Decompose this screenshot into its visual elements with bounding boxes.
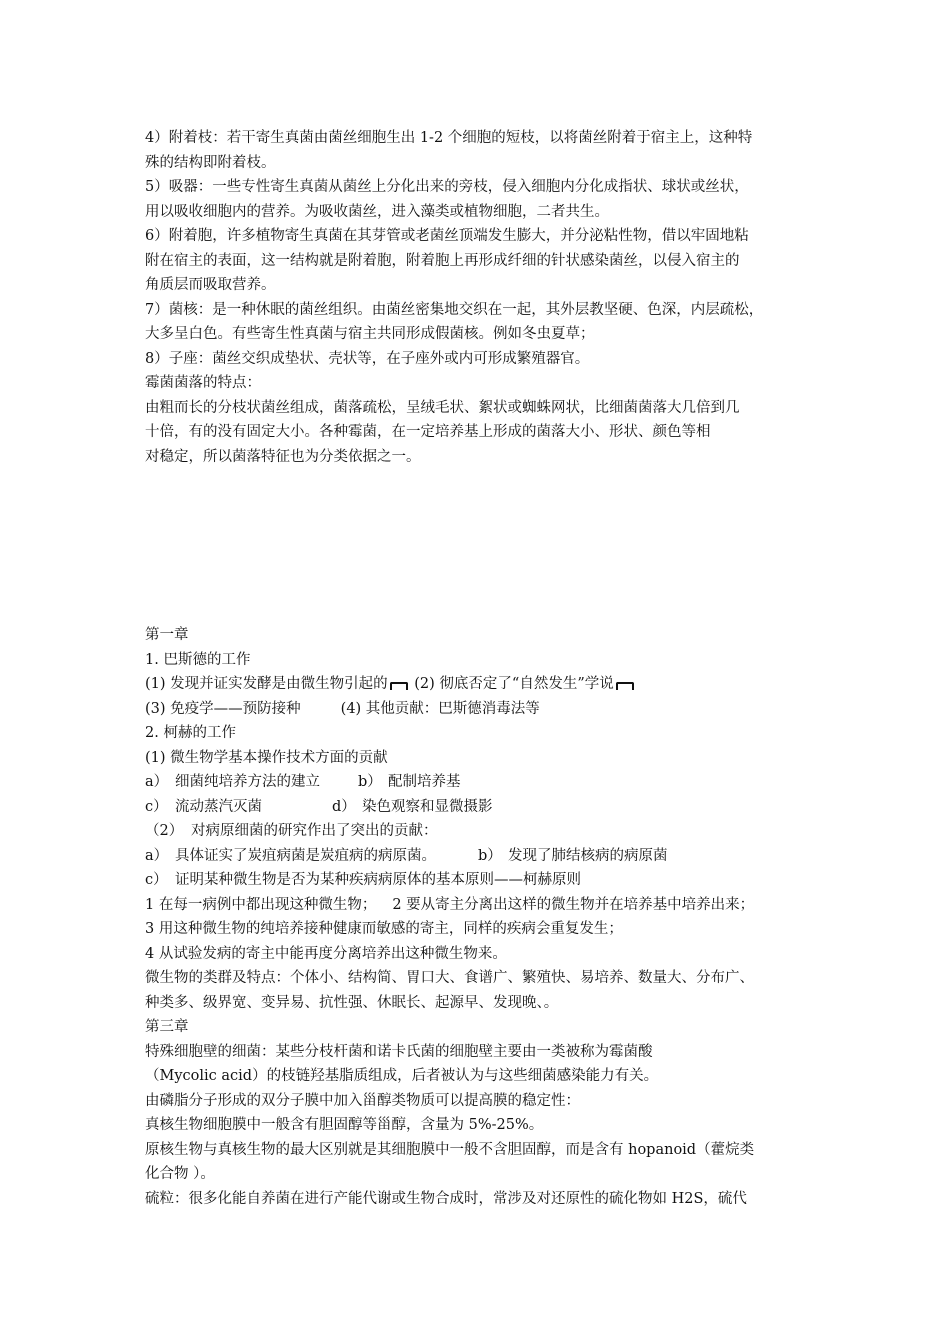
text-line: 化合物 ）。 — [145, 1166, 215, 1182]
text-line: 6）附着胞，许多植物寄生真菌在其芽管或老菌丝顶端发生膨大，并分泌粘性物，借以牢固地粘 — [145, 228, 749, 244]
text-line: 殊的结构即附着枝。 — [145, 154, 276, 171]
koch-item-d: 染色观察和显微摄影 — [362, 798, 493, 815]
text-line: 由磷脂分子形成的双分子膜中加入甾醇类物质可以提高膜的稳定性： — [145, 1092, 580, 1109]
text-line: 真核生物细胞膜中一般含有胆固醇等甾醇，含量为 5%-25%。 — [145, 1117, 544, 1133]
koch-techniques-row — [145, 795, 825, 820]
chapter-heading: 第一章 — [145, 627, 189, 643]
list-label: a） — [145, 774, 169, 790]
text-line: 由粗而长的分枝状菌丝组成，菌落疏松，呈绒毛状、絮状或蜘蛛网状，比细菌菌落大几倍到几 — [145, 399, 740, 416]
chapter-heading: 第三章 — [145, 1019, 189, 1035]
koch-techniques-row — [145, 770, 825, 795]
koch2-item-c: 证明某种微生物是否为某种疾病病原体的基本原则——柯赫原则 — [175, 872, 581, 888]
chapter-notes-section — [145, 623, 825, 1211]
text-line: 附在宿主的表面，这一结构就是附着胞，附着胞上再形成纤细的针状感染菌丝，以侵入宿主的 — [145, 252, 740, 269]
pasteur-item-2: (2) 彻底否定了“自然发生”学说 — [414, 676, 614, 692]
text-line: 5）吸器：一些专性寄生真菌从菌丝上分化出来的旁枝，侵入细胞内分化成指状、球状或丝状， — [145, 179, 749, 195]
fungal-structures-section — [145, 126, 825, 469]
koch-subheading: (1) 微生物学基本操作技术方面的贡献 — [145, 749, 388, 766]
list-label: d） — [332, 798, 356, 815]
text-line: 原核生物与真核生物的最大区别就是其细胞膜中一般不含胆固醇，而是含有 hopanoid（藿烷类 — [145, 1141, 755, 1158]
text-line: 十倍，有的没有固定大小。各种霉菌，在一定培养基上形成的菌落大小、形状、颜色等相 — [145, 424, 711, 440]
text-line: 7）菌核：是一种休眠的菌丝组织。由菌丝密集地交织在一起，其外层教坚硬、色深，内层疏松， — [145, 301, 764, 318]
koch-subheading — [145, 819, 825, 844]
list-label: c） — [145, 872, 168, 888]
koch-item-c: 流动蒸汽灭菌 — [175, 798, 262, 815]
hook-mark-icon — [616, 682, 634, 690]
text-line: 种类多、级界宽、变异易、抗性强、休眠长、起源早、发现晚、。 — [145, 994, 559, 1011]
text-line: 特殊细胞壁的细菌：某些分枝杆菌和诺卡氏菌的细胞壁主要由一类被称为霉菌酸 — [145, 1043, 653, 1060]
text-line: 大多呈白色。有些寄生性真菌与宿主共同形成假菌核。例如冬虫夏草； — [145, 326, 595, 342]
koch2-item-a: 具体证实了炭疽病菌是炭疽病的病原菌。 — [175, 847, 436, 864]
koch-item-b: 配制培养基 — [388, 774, 461, 790]
text-line: （Mycolic acid）的枝链羟基脂质组成，后者被认为与这些细菌感染能力有关。 — [145, 1068, 659, 1084]
text-line: 对稳定，所以菌落特征也为分类依据之一。 — [145, 448, 421, 465]
koch-pathogen-row — [145, 868, 825, 893]
list-label: a） — [145, 847, 169, 864]
postulate-3: 3 用这种微生物的纯培养接种健康而敏感的寄主，同样的疾病会重复发生； — [145, 921, 623, 937]
text-line: 用以吸收细胞内的营养。为吸收菌丝，进入藻类或植物细胞，二者共生。 — [145, 203, 609, 220]
pasteur-item-1: (1) 发现并证实发酵是由微生物引起的 — [145, 676, 388, 692]
hook-mark-icon — [390, 682, 408, 690]
koch2-item-b: 发现了肺结核病的病原菌 — [508, 847, 668, 864]
text-line: 硫粒：很多化能自养菌在进行产能代谢或生物合成时，常涉及对还原性的硫化物如 H2S，硫代 — [145, 1190, 747, 1207]
postulate-2: 2 要从寄主分离出这样的微生物并在培养基中培养出来； — [392, 896, 755, 913]
section-heading: 霉菌菌落的特点： — [145, 375, 261, 391]
koch-subheading-2: 对病原细菌的研究作出了突出的贡献： — [191, 823, 438, 839]
list-label: （2） — [145, 823, 184, 839]
text-line: 8）子座：菌丝交织成垫状、壳状等，在子座外或内可形成繁殖器官。 — [145, 350, 590, 367]
pasteur-item-4: (4) 其他贡献：巴斯德消毒法等 — [340, 700, 540, 717]
text-line: 角质层而吸取营养。 — [145, 277, 276, 293]
list-label: b） — [478, 847, 502, 864]
postulate-1: 1 在每一病例中都出现这种微生物； — [145, 896, 377, 913]
pasteur-contributions-row — [145, 697, 825, 722]
list-label: b） — [358, 774, 382, 790]
koch-item-a: 细菌纯培养方法的建立 — [175, 774, 320, 790]
postulate-4: 4 从试验发病的寄主中能再度分离培养出这种微生物来。 — [145, 945, 507, 962]
subsection-heading: 2. 柯赫的工作 — [145, 725, 236, 741]
pasteur-contributions-row — [145, 672, 825, 697]
text-line: 4）附着枝：若干寄生真菌由菌丝细胞生出 1-2 个细胞的短枝，以将菌丝附着于宿主上，这种特 — [145, 130, 753, 146]
koch-postulates-row — [145, 893, 825, 918]
pasteur-item-3: (3) 免疫学——预防接种 — [145, 700, 301, 717]
koch-pathogen-row — [145, 844, 825, 869]
text-line: 微生物的类群及特点：个体小、结构简、胃口大、食谱广、繁殖快、易培养、数量大、分布广、 — [145, 970, 754, 986]
subsection-heading: 1. 巴斯德的工作 — [145, 651, 251, 668]
list-label: c） — [145, 798, 168, 815]
